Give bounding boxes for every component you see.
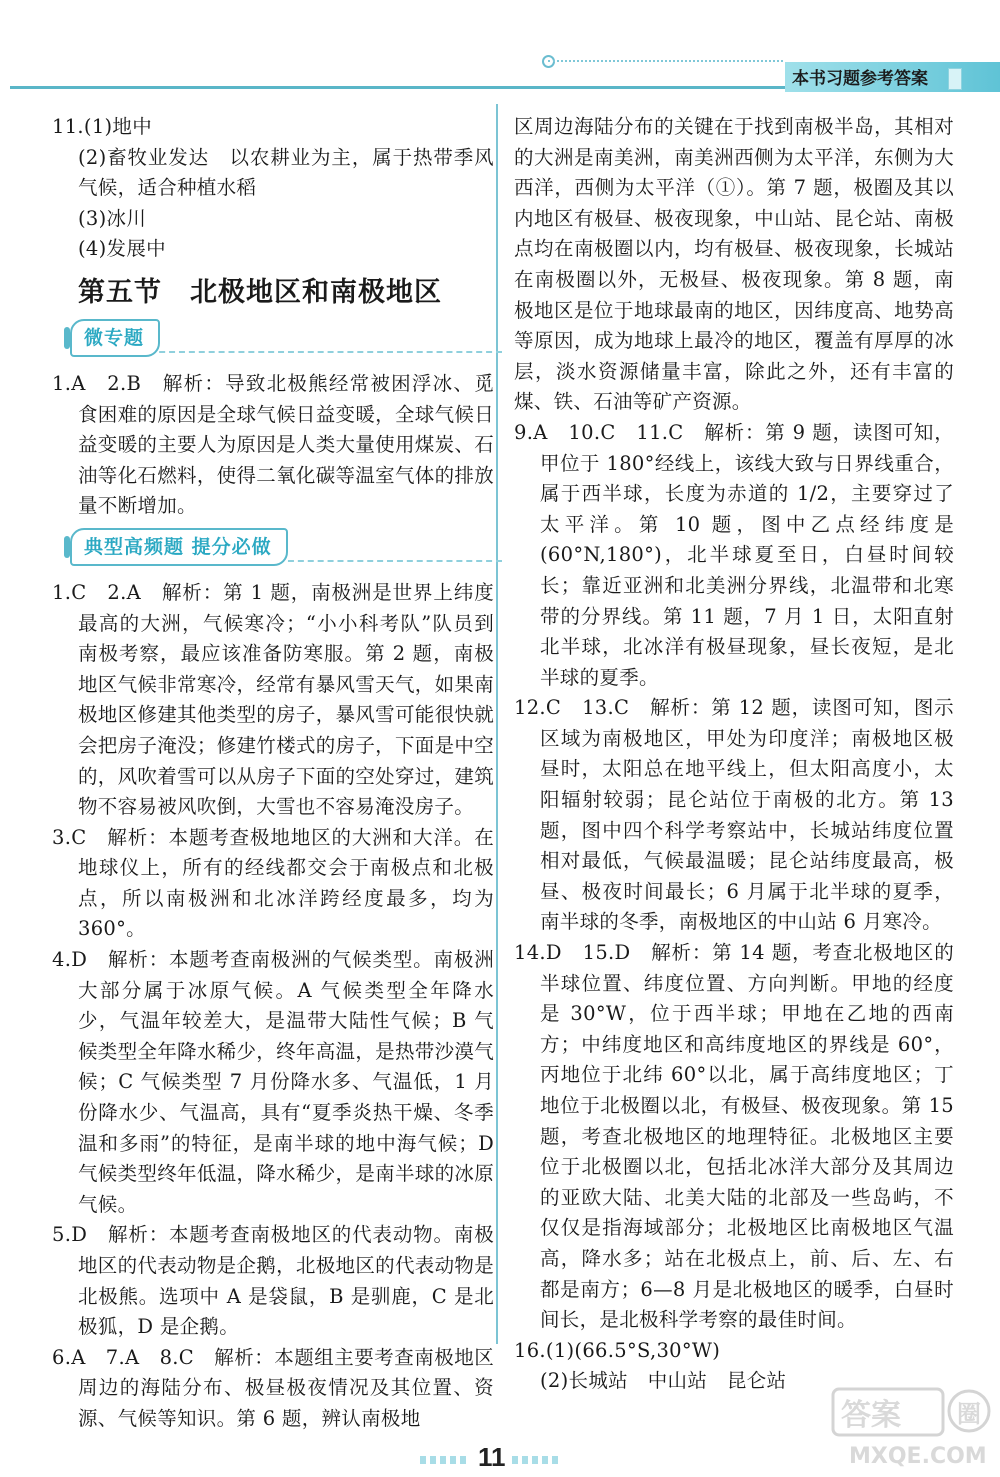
right-column (514, 112, 954, 1397)
svg-text:MXQE.COM: MXQE.COM (849, 1444, 987, 1469)
header-dotted-line (548, 60, 783, 62)
answer-11-part1: 11.(1)地中 (52, 115, 153, 138)
answer-16-part2: (2)长城站 中山站 昆仑站 (540, 1369, 787, 1393)
answer-11-part3: (3)冰川 (78, 206, 147, 230)
answer-9-11: 9.A 10.C 11.C 解析：第 9 题，读图可知，甲位于 180°经线上，该线大致与日界线重合，属于西半球，长度为赤道的 1/2，主要穿过了太平洋。第 10 题，图中乙点经纬度是(60°N,180°)，北半球夏至日，白昼时间较长；靠近亚洲和北美洲分界线，北温带和北寒带的分界线。第 11 题，7 月 1 日，太阳直射北半球，北冰洋有极昼现象，昼长夜短，是北半球的夏季。 (514, 420, 954, 689)
answer-11-part2: (2)畜牧业发达 以农耕业为主，属于热带季风气候，适合种植水稻 (78, 145, 494, 200)
header-mark (948, 68, 962, 90)
header-title: 本书习题参考答案 (792, 69, 928, 89)
tag-micro-topic: 微专题 (70, 319, 160, 357)
answer-5: 5.D 解析：本题考查南极地区的代表动物。南极地区的代表动物是企鹅，北极地区的代表动物是北极熊。选项中 A 是袋鼠，B 是驯鹿，C 是北极狐，D 是企鹅。 (52, 1223, 494, 1339)
tag-typical-questions: 典型高频题 提分必做 (70, 528, 288, 566)
watermark-logo (819, 1379, 994, 1471)
footer-decoration-left (420, 1456, 470, 1464)
svg-text:圈: 圈 (957, 1400, 981, 1428)
tag-row-micro-topic (52, 319, 494, 363)
column-divider (496, 104, 498, 1344)
answer-3: 3.C 解析：本题考查极地地区的大洲和大洋。在地球仪上，所有的经线都交会于南极点和北极点，所以南极洲和北冰洋跨经度最多，均为 360°。 (52, 825, 494, 941)
answer-16-part1: 16.(1)(66.5°S,30°W) (514, 1338, 721, 1362)
answer-4: 4.D 解析：本题考查南极洲的气候类型。南极洲大部分属于冰原气候。A 气候类型全年降水少，气温年较差大，是温带大陆性气候；B 气候类型全年降水稀少，终年高温，是热带沙漠气候；C 气候类型 7 月份降水多、气温低，1 月份降水少、气温高，具有“夏季炎热干燥、冬季温和多雨”的特征，是南半球的地中海气候；D 气候类型终年低温，降水稀少，是南半球的冰原气候。 (52, 948, 494, 1216)
left-column (52, 112, 494, 1435)
header-rule (10, 86, 785, 89)
page-number: 11 (478, 1442, 506, 1472)
answer-1-2-micro: 1.A 2.B 解析：导致北极熊经常被困浮冰、觅食困难的原因是全球气候日益变暖，全球气候日益变暖的主要人为原因是人类大量使用煤炭、石油等化石燃料，使得二氧化碳等温室气体的排放量不断增加。 (52, 371, 494, 518)
answer-14-15: 14.D 15.D 解析：第 14 题，考查北极地区的半球位置、纬度位置、方向判断。甲地的经度是 30°W，位于西半球；甲地在乙地的西南方；中纬度地区和高纬度地区的界线是 60°，丙地位于北纬 60°以北，属于高纬度地区；丁地位于北极圈以北，有极昼、极夜现象。第 15 题，考查北极地区的地理特征。北极地区主要位于北极圈以北，包括北冰洋大部分及其周边的亚欧大陆、北美大陆的北部及一些岛屿，不仅仅是指海域部分；北极地区比南极地区气温高，降水多；站在北极点上，前、后、左、右都是南方；6—8 月是北极地区的暖季，白昼时间长，是北极科学考察的最佳时间。 (514, 941, 954, 1332)
answer-12-13: 12.C 13.C 解析：第 12 题，读图可知，图示区域为南极地区，甲处为印度洋；南极地区极昼时，太阳总在地平线上，但太阳高度小，太阳辐射较弱；昆仑站位于南极的北方。第 13 题，图中四个科学考察站中，长城站纬度位置相对最低，气候最温暖；昆仑站纬度最高，极昼、极夜时间最长；6 月属于北半球的夏季，南半球的冬季，南极地区的中山站 6 月寒冷。 (514, 696, 954, 934)
answer-1-2: 1.C 2.A 解析：第 1 题，南极洲是世界上纬度最高的大洲，气候寒冷；“小小科考队”队员到南极考察，最应该准备防寒服。第 2 题，南极地区气候非常寒冷，经常有暴风雪天气，如果南极地区修建其他类型的房子，暴风雪可能很快就会把房子淹没；修建竹楼式的房子，下面是中空的，风吹着雪可以从房子下面的空处穿过，建筑物不容易被风吹倒，大雪也不容易淹没房子。 (52, 580, 494, 819)
tag-row-typical (52, 528, 494, 572)
svg-text:答案: 答案 (841, 1398, 901, 1433)
section-title: 第五节 北极地区和南极地区 (78, 276, 442, 308)
answer-6-8: 6.A 7.A 8.C 解析：本题组主要考查南极地区周边的海陆分布、极昼极夜情况及其位置、资源、气候等知识。第 6 题，辨认南极地 (52, 1345, 494, 1430)
answer-11-part4: (4)发展中 (78, 237, 166, 261)
answer-6-8-continued: 区周边海陆分布的关键在于找到南极半岛，其相对的大洲是南美洲，南美洲西侧为太平洋，东侧为大西洋，西侧为太平洋（①）。第 7 题，极圈及其以内地区有极昼、极夜现象，中山站、昆仑站、南极点均在南极圈以内，均有极昼、极夜现象，长城站在南极圈以外，无极昼、极夜现象。第 8 题，南极地区是位于地球最南的地区，因纬度高、地势高等原因，成为地球上最冷的地区，覆盖有厚厚的冰层，淡水资源储量丰富，除此之外，还有丰富的煤、铁、石油等矿产资源。 (514, 115, 954, 414)
footer-decoration-right (512, 1456, 562, 1464)
